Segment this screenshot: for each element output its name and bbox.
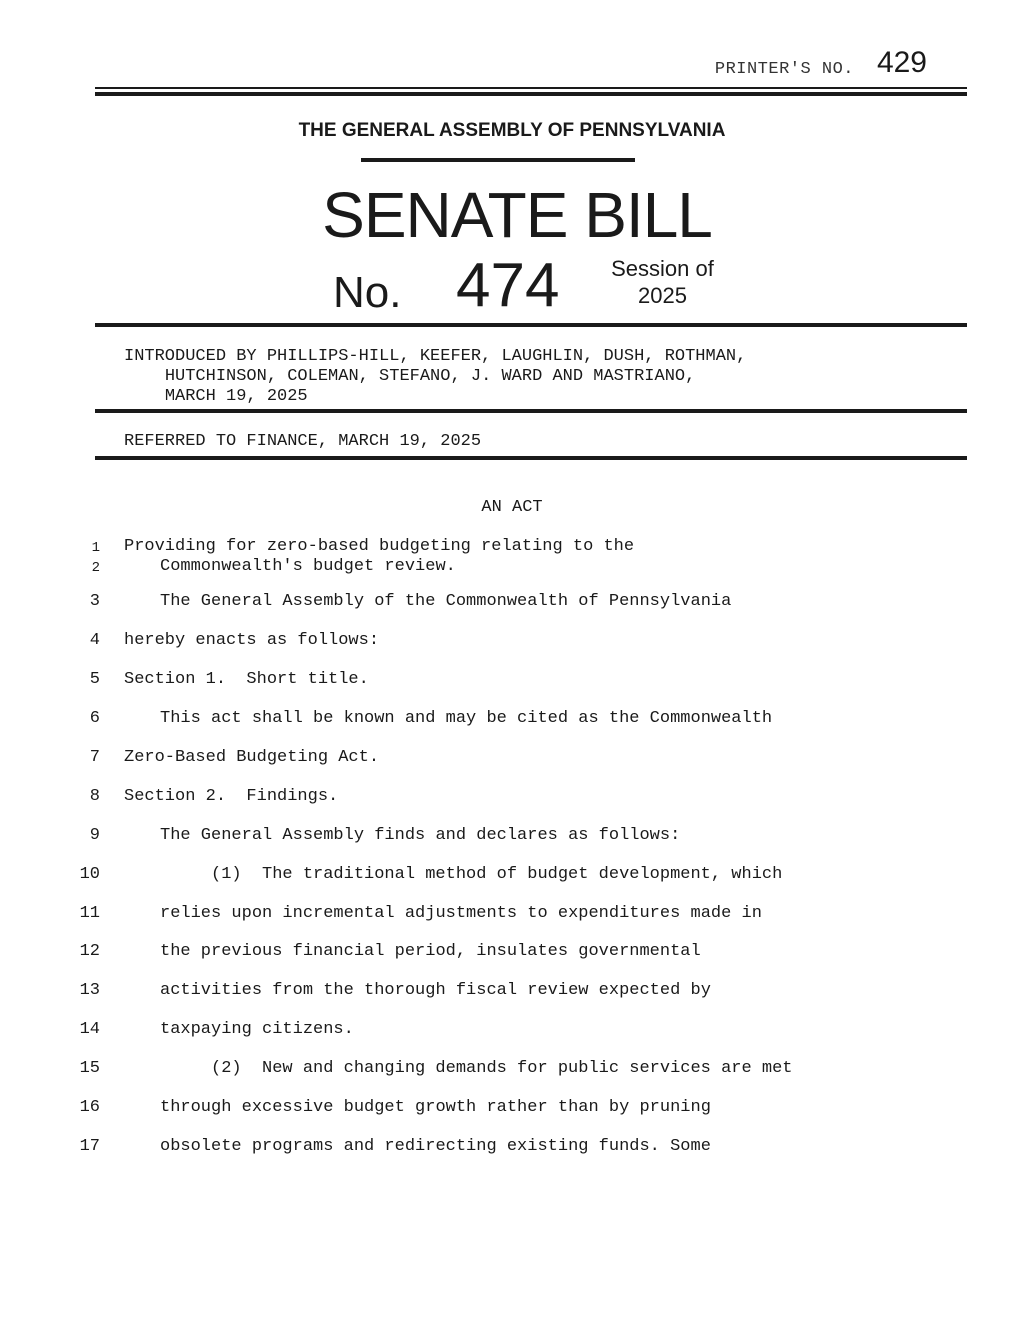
bill-line: relies upon incremental adjustments to expenditures made in — [160, 904, 762, 923]
bill-line: The General Assembly of the Commonwealth of Pennsylvania — [160, 592, 732, 611]
line-number: 4 — [89, 631, 100, 650]
section-heading: Section 1. Short title. — [124, 670, 369, 689]
introduced-by-line-1: INTRODUCED BY PHILLIPS-HILL, KEEFER, LAUGHLIN, DUSH, ROTHMAN, — [124, 347, 747, 366]
bill-line: taxpaying citizens. — [160, 1020, 354, 1039]
bill-line: through excessive budget growth rather than by pruning — [160, 1098, 711, 1117]
printers-number: 429 — [876, 46, 927, 79]
line-number: 14 — [79, 1020, 100, 1039]
line-number: 9 — [89, 826, 100, 845]
top-rule-thin — [95, 87, 967, 89]
line-number: 16 — [79, 1098, 100, 1117]
bill-line: the previous financial period, insulates governmental — [160, 942, 701, 961]
line-number: 8 — [89, 787, 100, 806]
line-number: 13 — [79, 981, 100, 1000]
line-number: 10 — [79, 865, 100, 884]
introduced-by-line-2: HUTCHINSON, COLEMAN, STEFANO, J. WARD AND MASTRIANO, — [164, 367, 696, 386]
introduced-by-line-3: MARCH 19, 2025 — [164, 387, 308, 406]
bill-line: (1) The traditional method of budget development, which — [211, 865, 783, 884]
line-number: 17 — [79, 1137, 100, 1156]
bill-line: obsolete programs and redirecting existing funds. Some — [160, 1137, 711, 1156]
bill-line: Zero-Based Budgeting Act. — [124, 748, 380, 767]
bill-line: (2) New and changing demands for public services are met — [211, 1059, 793, 1078]
line-number: 5 — [89, 670, 100, 689]
title-divider — [361, 158, 635, 162]
top-rule-thick — [95, 92, 967, 96]
line-number: 7 — [89, 748, 100, 767]
header-bottom-rule — [95, 323, 967, 327]
line-number: 2 — [91, 560, 100, 576]
session-label: Session of 2025 — [611, 256, 714, 308]
act-heading: AN ACT — [481, 498, 543, 517]
bill-line: The General Assembly finds and declares as follows: — [160, 826, 681, 845]
introduced-by — [124, 347, 746, 407]
bill-line: Providing for zero-based budgeting relating to the — [124, 537, 635, 556]
bill-line: Commonwealth's budget review. — [160, 557, 456, 576]
line-number: 1 — [91, 540, 100, 556]
bill-number-label: No. — [333, 268, 402, 317]
line-number: 11 — [79, 904, 100, 923]
line-number: 3 — [89, 592, 100, 611]
line-number: 12 — [79, 942, 100, 961]
line-number: 15 — [79, 1059, 100, 1078]
bill-line: This act shall be known and may be cited as the Commonwealth — [160, 709, 773, 728]
intro-bottom-rule — [95, 409, 967, 413]
line-number: 6 — [89, 709, 100, 728]
bill-line: activities from the thorough fiscal review expected by — [160, 981, 711, 1000]
section-heading: Section 2. Findings. — [124, 787, 339, 806]
referred-bottom-rule — [95, 456, 967, 460]
printers-number-label: PRINTER'S NO. — [714, 60, 854, 79]
bill-type: SENATE BILL — [322, 179, 712, 251]
bill-number: 474 — [456, 251, 560, 320]
bill-line: hereby enacts as follows: — [124, 631, 380, 650]
referred-to: REFERRED TO FINANCE, MARCH 19, 2025 — [124, 432, 482, 451]
assembly-title: THE GENERAL ASSEMBLY OF PENNSYLVANIA — [298, 120, 726, 141]
